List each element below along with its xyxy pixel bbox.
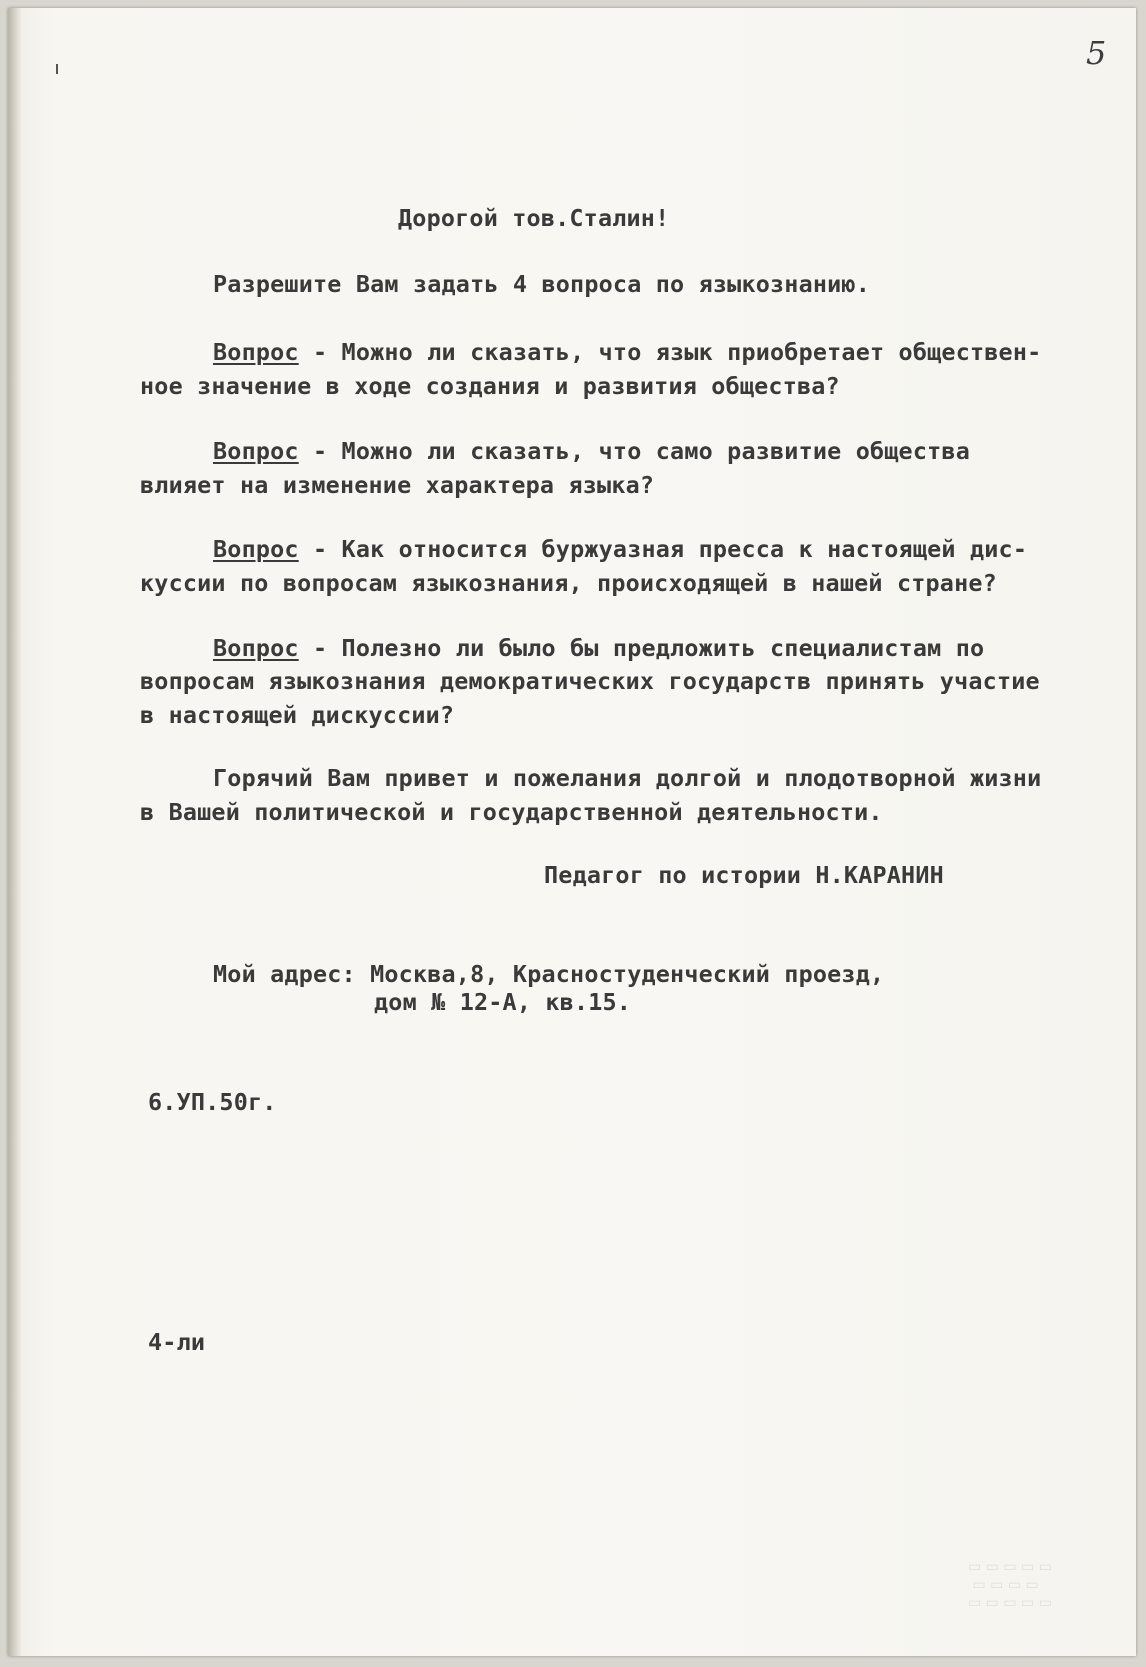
page-number: 5 bbox=[1086, 34, 1107, 72]
faded-archive-stamp: ▭ ▭ ▭ ▭ ▭ ▭ ▭ ▭ ▭ ▭ ▭ ▭ ▭ ▭ bbox=[968, 1559, 1052, 1611]
question-label: Вопрос bbox=[213, 634, 299, 662]
question-label: Вопрос bbox=[213, 437, 299, 465]
question-2-line-1: Вопрос - Можно ли сказать, что само развитие общества bbox=[213, 437, 970, 465]
document-page bbox=[8, 8, 1136, 1656]
margin-mark bbox=[56, 64, 58, 74]
question-3-line-2: куссии по вопросам языкознания, происходящей в нашей стране? bbox=[140, 569, 997, 597]
question-2-line-2: влияет на изменение характера языка? bbox=[140, 471, 655, 499]
address-line-1: Мой адрес: Москва,8, Красностуденческий проезд, bbox=[213, 960, 885, 988]
intro-paragraph: Разрешите Вам задать 4 вопроса по языкознанию. bbox=[213, 270, 870, 298]
question-label: Вопрос bbox=[213, 535, 299, 563]
question-1-line-2: ное значение в ходе создания и развития общества? bbox=[140, 372, 840, 400]
question-4-line-3: в настоящей дискуссии? bbox=[140, 701, 455, 729]
date: 6.УП.50г. bbox=[148, 1088, 277, 1116]
question-4-line-2: вопросам языкознания демократических государств принять участие bbox=[140, 667, 1040, 695]
greeting: Дорогой тов.Сталин! bbox=[398, 204, 670, 232]
signature: Педагог по истории Н.КАРАНИН bbox=[544, 861, 944, 889]
question-label: Вопрос bbox=[213, 338, 299, 366]
typist-mark: 4-ли bbox=[148, 1328, 206, 1356]
question-3-line-1: Вопрос - Как относится буржуазная пресса к настоящей дис- bbox=[213, 535, 1028, 563]
closing-line-1: Горячий Вам привет и пожелания долгой и плодотворной жизни bbox=[213, 764, 1042, 792]
address-line-2: дом № 12-А, кв.15. bbox=[374, 988, 632, 1016]
question-4-line-1: Вопрос - Полезно ли было бы предложить специалистам по bbox=[213, 634, 985, 662]
closing-line-2: в Вашей политической и государственной деятельности. bbox=[140, 798, 883, 826]
question-1-line-1: Вопрос - Можно ли сказать, что язык приобретает обществен- bbox=[213, 338, 1042, 366]
